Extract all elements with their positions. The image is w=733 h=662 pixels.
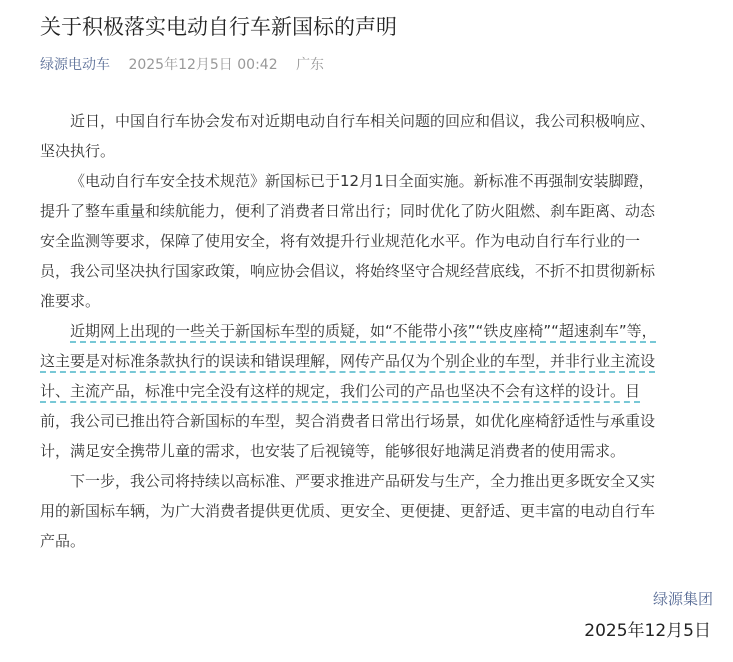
paragraph-line: 员，我公司坚决执行国家政策，响应协会倡议，将始终坚守合规经营底线，不折不扣贯彻新标 <box>40 262 656 280</box>
article-body <box>40 106 716 556</box>
paragraph-line: 产品。 <box>40 532 86 550</box>
paragraph <box>40 166 716 316</box>
article-meta <box>40 54 324 76</box>
paragraph-line: 近期网上出现的一些关于新国标车型的质疑，如“不能带小孩”“铁皮座椅”“超速刹车”等， <box>70 322 657 340</box>
paragraph-line: 下一步，我公司将持续以高标准、严要求推进产品研发与生产，全力推出更多既安全又实 <box>70 472 656 490</box>
publish-date: 2025年12月5日 00:42 <box>128 57 278 73</box>
paragraph-line: 这主要是对标准条款执行的误读和错误理解，网传产品仅为个别企业的车型，并非行业主流设 <box>40 352 656 370</box>
paragraph-line: 用的新国标车辆，为广大消费者提供更优质、更安全、更便捷、更舒适、更丰富的电动自行车 <box>40 502 656 520</box>
paragraph-line: 坚决执行。 <box>40 142 116 160</box>
account-name-link[interactable]: 绿源电动车 <box>40 57 110 73</box>
paragraph-line: 安全监测等要求，保障了使用安全，将有效提升行业规范化水平。作为电动自行车行业的一 <box>40 232 641 250</box>
paragraph-line: 前，我公司已推出符合新国标的车型，契合消费者日常出行场景，如优化座椅舒适性与承重设 <box>40 412 656 430</box>
paragraph-line: 《电动自行车安全技术规范》新国标已于12月1日全面实施。新标准不再强制安装脚蹬， <box>70 172 654 190</box>
paragraph-line: 计、主流产品，标准中完全没有这样的规定，我们公司的产品也坚决不会有这样的设计。目 <box>40 382 641 400</box>
signature-date: 2025年12月5日 <box>584 621 711 641</box>
paragraph <box>40 106 716 166</box>
article-title: 关于积极落实电动自行车新国标的声明 <box>40 15 397 39</box>
paragraph-line: 近日，中国自行车协会发布对近期电动自行车相关问题的回应和倡议，我公司积极响应、 <box>70 112 656 130</box>
signature-name: 绿源集团 <box>652 590 713 608</box>
paragraph-line: 提升了整车重量和续航能力，便利了消费者日常出行；同时优化了防火阻燃、刹车距离、动态 <box>40 202 656 220</box>
paragraph-line: 计，满足安全携带儿童的需求，也安装了后视镜等，能够很好地满足消费者的使用需求。 <box>40 442 626 460</box>
paragraph <box>40 466 716 556</box>
publish-location: 广东 <box>296 57 325 73</box>
paragraph-line: 准要求。 <box>40 292 101 310</box>
paragraph <box>40 316 716 466</box>
